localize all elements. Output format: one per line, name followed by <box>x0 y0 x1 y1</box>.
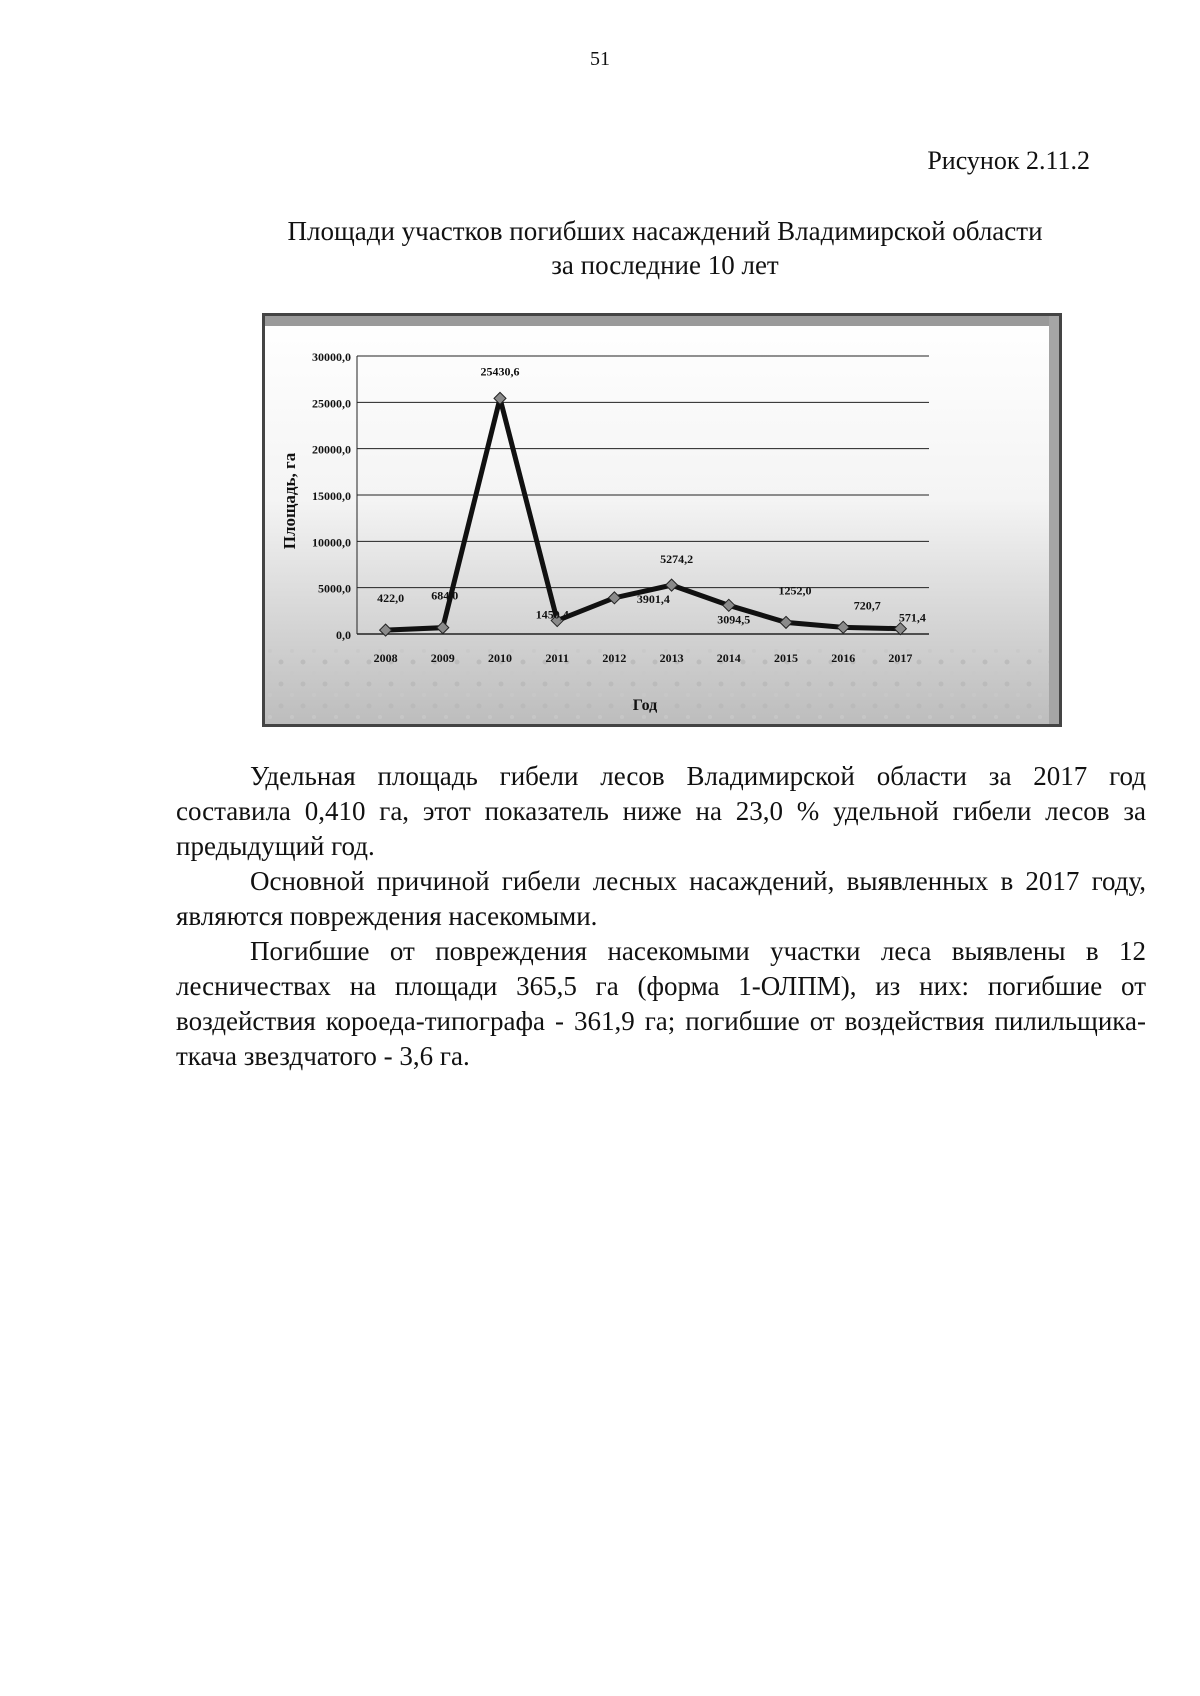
data-label: 1252,0 <box>778 583 812 598</box>
chart-right-band <box>1049 316 1059 724</box>
body-text <box>176 759 1146 1074</box>
y-axis-title: Площадь, га <box>280 452 299 550</box>
figure-title <box>0 214 1200 282</box>
x-tick-label: 2009 <box>430 651 455 665</box>
x-tick-label: 2014 <box>716 651 741 665</box>
data-label: 422,0 <box>377 591 405 606</box>
chart-top-band <box>265 316 1059 326</box>
x-tick-label: 2017 <box>888 651 913 665</box>
data-label: 3901,4 <box>636 591 670 606</box>
x-tick-label: 2008 <box>373 651 398 665</box>
paragraph-3: Погибшие от повреждения насекомыми участки леса выявлены в 12 лесничествах на площади 365,5 га (форма 1-ОЛПМ), из них: погибшие от воздействия короеда-типографа - 361,9 га; погибшие от воздействия пилильщика-ткача звездчатого - 3,6 га. <box>176 936 1146 1071</box>
chart-svg <box>265 316 1059 724</box>
x-tick-label: 2016 <box>831 651 856 665</box>
figure-title-line-1: Площади участков погибших насаждений Владимирской области <box>287 216 1043 246</box>
page-number: 51 <box>590 48 610 70</box>
data-label: 5274,2 <box>660 552 694 567</box>
y-tick-label: 0,0 <box>336 628 351 642</box>
data-label: 571,4 <box>898 610 926 625</box>
data-label: 1450,4 <box>535 607 569 622</box>
y-tick-label: 20000,0 <box>312 442 351 457</box>
y-tick-label: 15000,0 <box>312 489 351 503</box>
data-label: 25430,6 <box>480 364 520 379</box>
y-tick-label: 10000,0 <box>312 535 351 550</box>
x-tick-label: 2013 <box>659 651 684 665</box>
chart <box>262 313 1062 727</box>
data-label: 720,7 <box>853 598 881 613</box>
paragraph-1: Удельная площадь гибели лесов Владимирской области за 2017 год составила 0,410 га, этот показатель ниже на 23,0 % удельной гибели лесов за предыдущий год. <box>176 761 1146 861</box>
x-tick-label: 2012 <box>602 651 627 665</box>
figure-title-line-2: за последние 10 лет <box>551 250 779 280</box>
figure-label: Рисунок 2.11.2 <box>927 146 1090 175</box>
paragraph-2: Основной причиной гибели лесных насаждений, выявленных в 2017 году, являются повреждения насекомыми. <box>176 866 1146 931</box>
x-tick-label: 2010 <box>488 651 512 665</box>
y-tick-label: 5000,0 <box>318 581 351 596</box>
x-tick-label: 2011 <box>545 651 569 665</box>
x-tick-label: 2015 <box>774 651 798 665</box>
x-axis-title: Год <box>632 697 658 714</box>
y-tick-label: 30000,0 <box>312 350 351 364</box>
y-tick-label: 25000,0 <box>312 396 351 411</box>
data-label: 3094,5 <box>717 612 751 627</box>
data-label: 684,0 <box>431 588 459 603</box>
